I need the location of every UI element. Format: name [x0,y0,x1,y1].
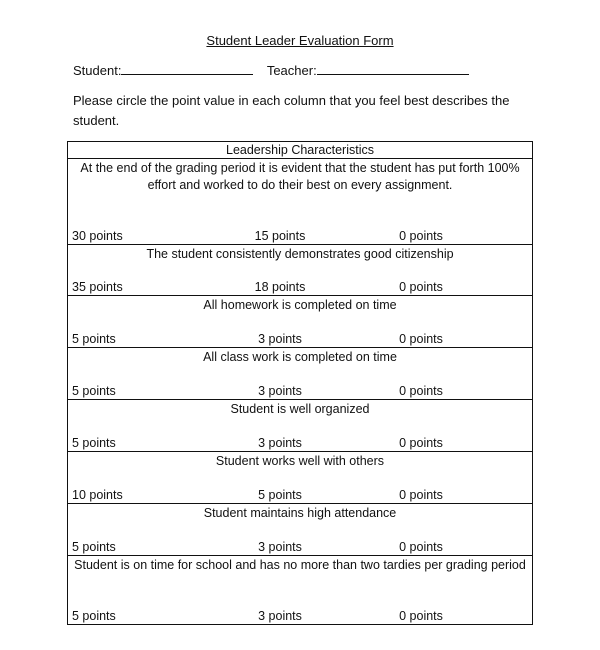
form-title-container [0,33,600,48]
points-mid[interactable]: 15 points [254,229,306,243]
criterion-cell [68,556,533,625]
points-row [72,384,528,399]
form-title: Student Leader Evaluation Form [206,33,394,48]
criterion-cell [68,400,533,452]
criterion-text: The student consistently demonstrates good citizenship [146,247,454,261]
criterion-cell [68,159,533,245]
points-mid[interactable]: 18 points [254,280,306,294]
teacher-name-blank[interactable] [317,62,469,75]
points-row [72,332,528,347]
table-header-row [68,142,533,159]
criterion-cell [68,504,533,556]
evaluation-table [67,141,533,625]
criterion-text: Student works well with others [215,454,385,468]
points-zero[interactable]: 0 points [399,436,443,450]
criterion-row [68,245,533,296]
points-zero[interactable]: 0 points [399,488,443,502]
criterion-row [68,400,533,452]
points-zero[interactable]: 0 points [399,332,443,346]
points-mid[interactable]: 3 points [258,436,302,450]
points-zero[interactable]: 0 points [399,229,443,243]
criterion-cell [68,245,533,296]
points-high[interactable]: 5 points [72,609,116,623]
points-mid[interactable]: 3 points [258,609,302,623]
points-high[interactable]: 5 points [72,384,116,398]
instructions: Please circle the point value in each column that you feel best describes the student. [73,93,510,128]
student-label: Student: [73,63,122,78]
criterion-cell [68,296,533,348]
points-row [72,436,528,451]
points-zero[interactable]: 0 points [399,384,443,398]
criterion-text: Student maintains high attendance [203,506,397,520]
points-mid[interactable]: 5 points [258,488,302,502]
points-row [72,609,528,624]
points-row [72,488,528,503]
criterion-text: All class work is completed on time [203,350,397,364]
criterion-row [68,159,533,245]
student-name-blank[interactable] [121,62,253,75]
criterion-text: Student is on time for school and has no more than two tardies per grading period [74,558,526,572]
criterion-text: At the end of the grading period it is evident that the student has put forth 100% effort and worked to do their best on every assignment. [80,161,520,192]
criterion-row [68,556,533,625]
points-row [72,229,528,244]
points-high[interactable]: 35 points [72,280,123,294]
points-row [72,280,528,295]
criterion-text: Student is well organized [230,402,370,416]
name-fields [73,62,469,78]
points-high[interactable]: 5 points [72,436,116,450]
criterion-row [68,452,533,504]
points-row [72,540,528,555]
criterion-row [68,504,533,556]
points-zero[interactable]: 0 points [399,280,443,294]
teacher-label: Teacher: [266,63,317,78]
points-high[interactable]: 5 points [72,332,116,346]
points-high[interactable]: 30 points [72,229,123,243]
criterion-cell [68,348,533,400]
criterion-cell [68,452,533,504]
points-mid[interactable]: 3 points [258,384,302,398]
points-mid[interactable]: 3 points [258,332,302,346]
points-mid[interactable]: 3 points [258,540,302,554]
points-high[interactable]: 5 points [72,540,116,554]
criterion-text: All homework is completed on time [203,298,397,312]
points-high[interactable]: 10 points [72,488,123,502]
table-header: Leadership Characteristics [68,142,533,159]
criterion-row [68,348,533,400]
points-zero[interactable]: 0 points [399,540,443,554]
criterion-row [68,296,533,348]
points-zero[interactable]: 0 points [399,609,443,623]
